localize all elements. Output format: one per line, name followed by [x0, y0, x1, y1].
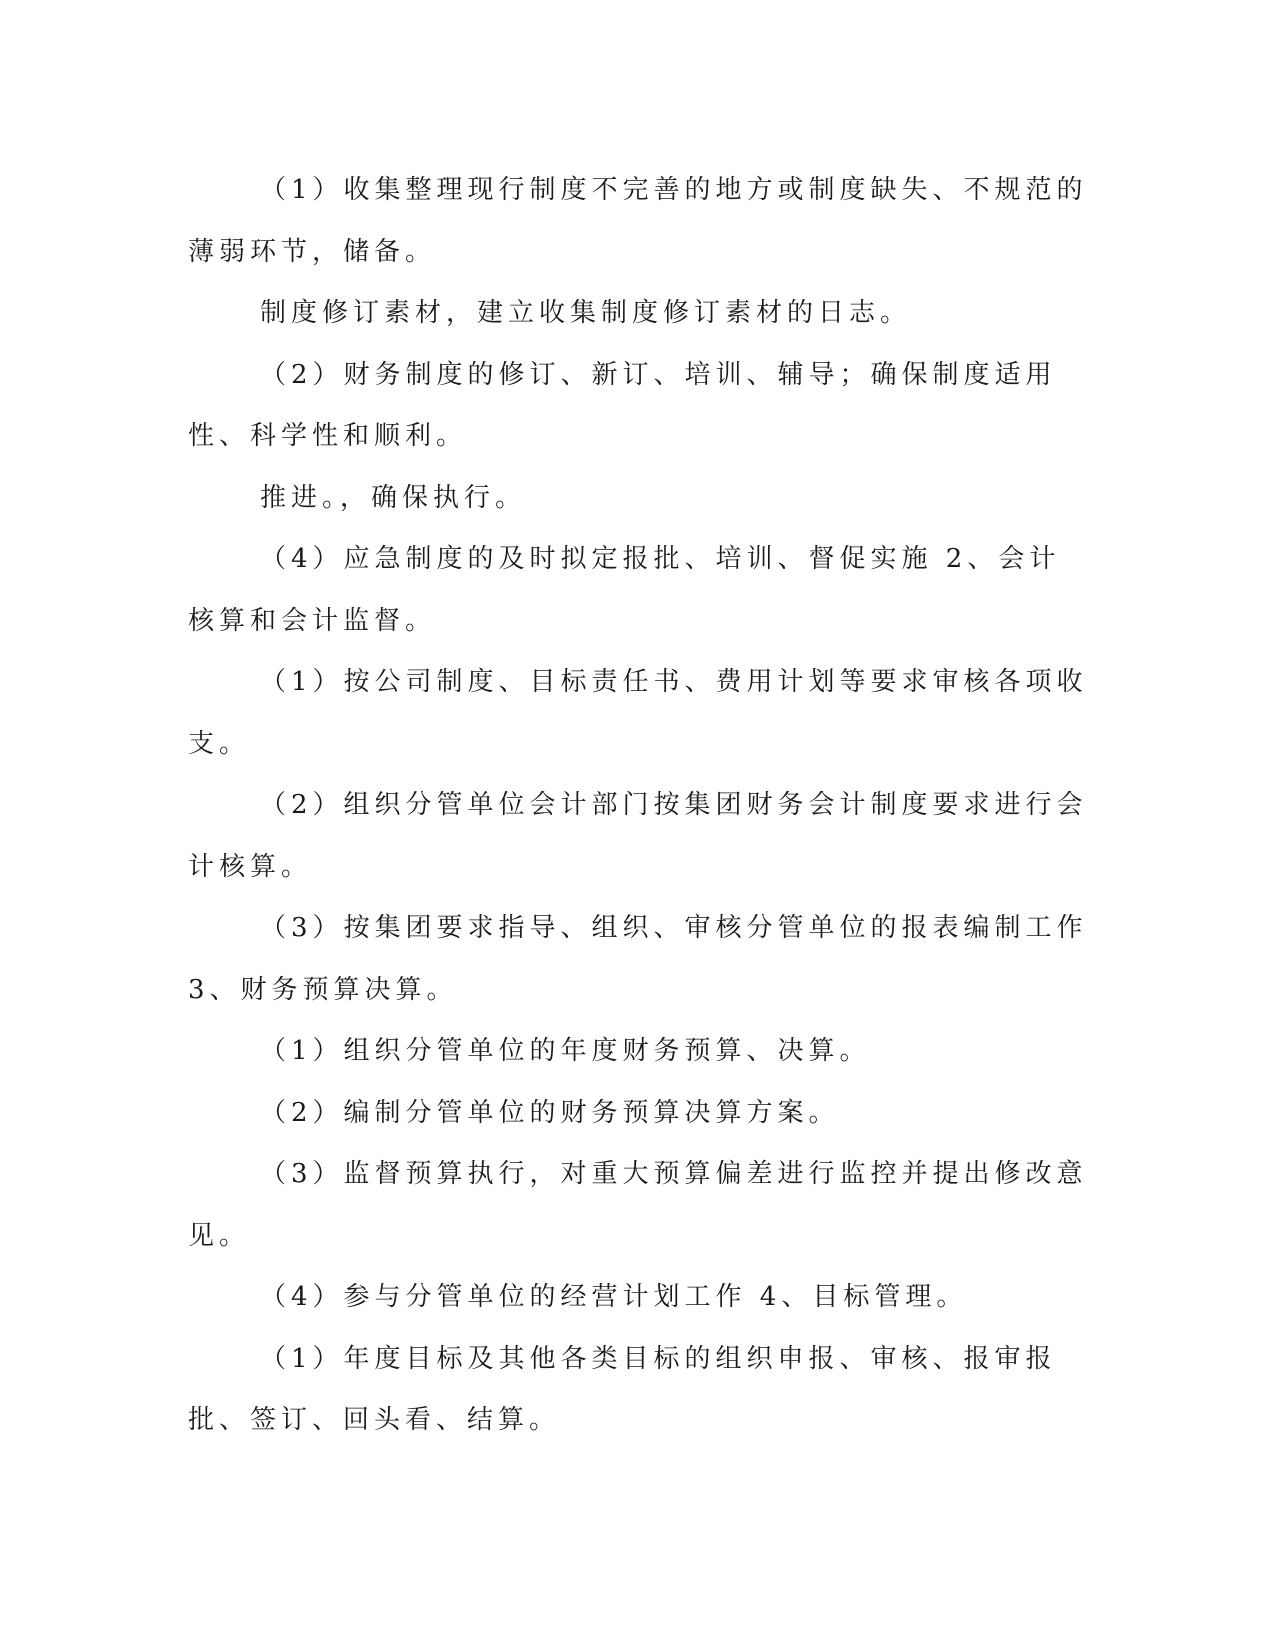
paragraph-12: （4）参与分管单位的经营计划工作 4、目标管理。 [260, 1282, 968, 1312]
paragraph-9: （1）组织分管单位的年度财务预算、决算。 [260, 1036, 871, 1066]
document-body [188, 160, 1088, 1452]
paragraph-5: （4）应急制度的及时拟定报批、培训、督促实施 2、会计核算和会计监督。 [188, 544, 1061, 636]
paragraph-8: （3）按集团要求指导、组织、审核分管单位的报表编制工作 3、财务预算决算。 [188, 913, 1088, 1005]
paragraph-3: （2）财务制度的修订、新订、培训、辅导；确保制度适用性、科学性和顺利。 [188, 359, 1057, 451]
paragraph-2: 制度修订素材，建立收集制度修订素材的日志。 [260, 298, 912, 328]
paragraph-6: （1）按公司制度、目标责任书、费用计划等要求审核各项收支。 [188, 667, 1088, 759]
paragraph-7: （2）组织分管单位会计部门按集团财务会计制度要求进行会计核算。 [188, 790, 1088, 882]
paragraph-1: （1）收集整理现行制度不完善的地方或制度缺失、不规范的薄弱环节，储备。 [188, 175, 1088, 267]
paragraph-4: 推进。，确保执行。 [260, 482, 527, 513]
paragraph-11: （3）监督预算执行，对重大预算偏差进行监控并提出修改意见。 [188, 1159, 1088, 1251]
paragraph-13: （1）年度目标及其他各类目标的组织申报、审核、报审报批、签订、回头看、结算。 [188, 1343, 1057, 1435]
paragraph-10: （2）编制分管单位的财务预算决算方案。 [260, 1097, 840, 1128]
